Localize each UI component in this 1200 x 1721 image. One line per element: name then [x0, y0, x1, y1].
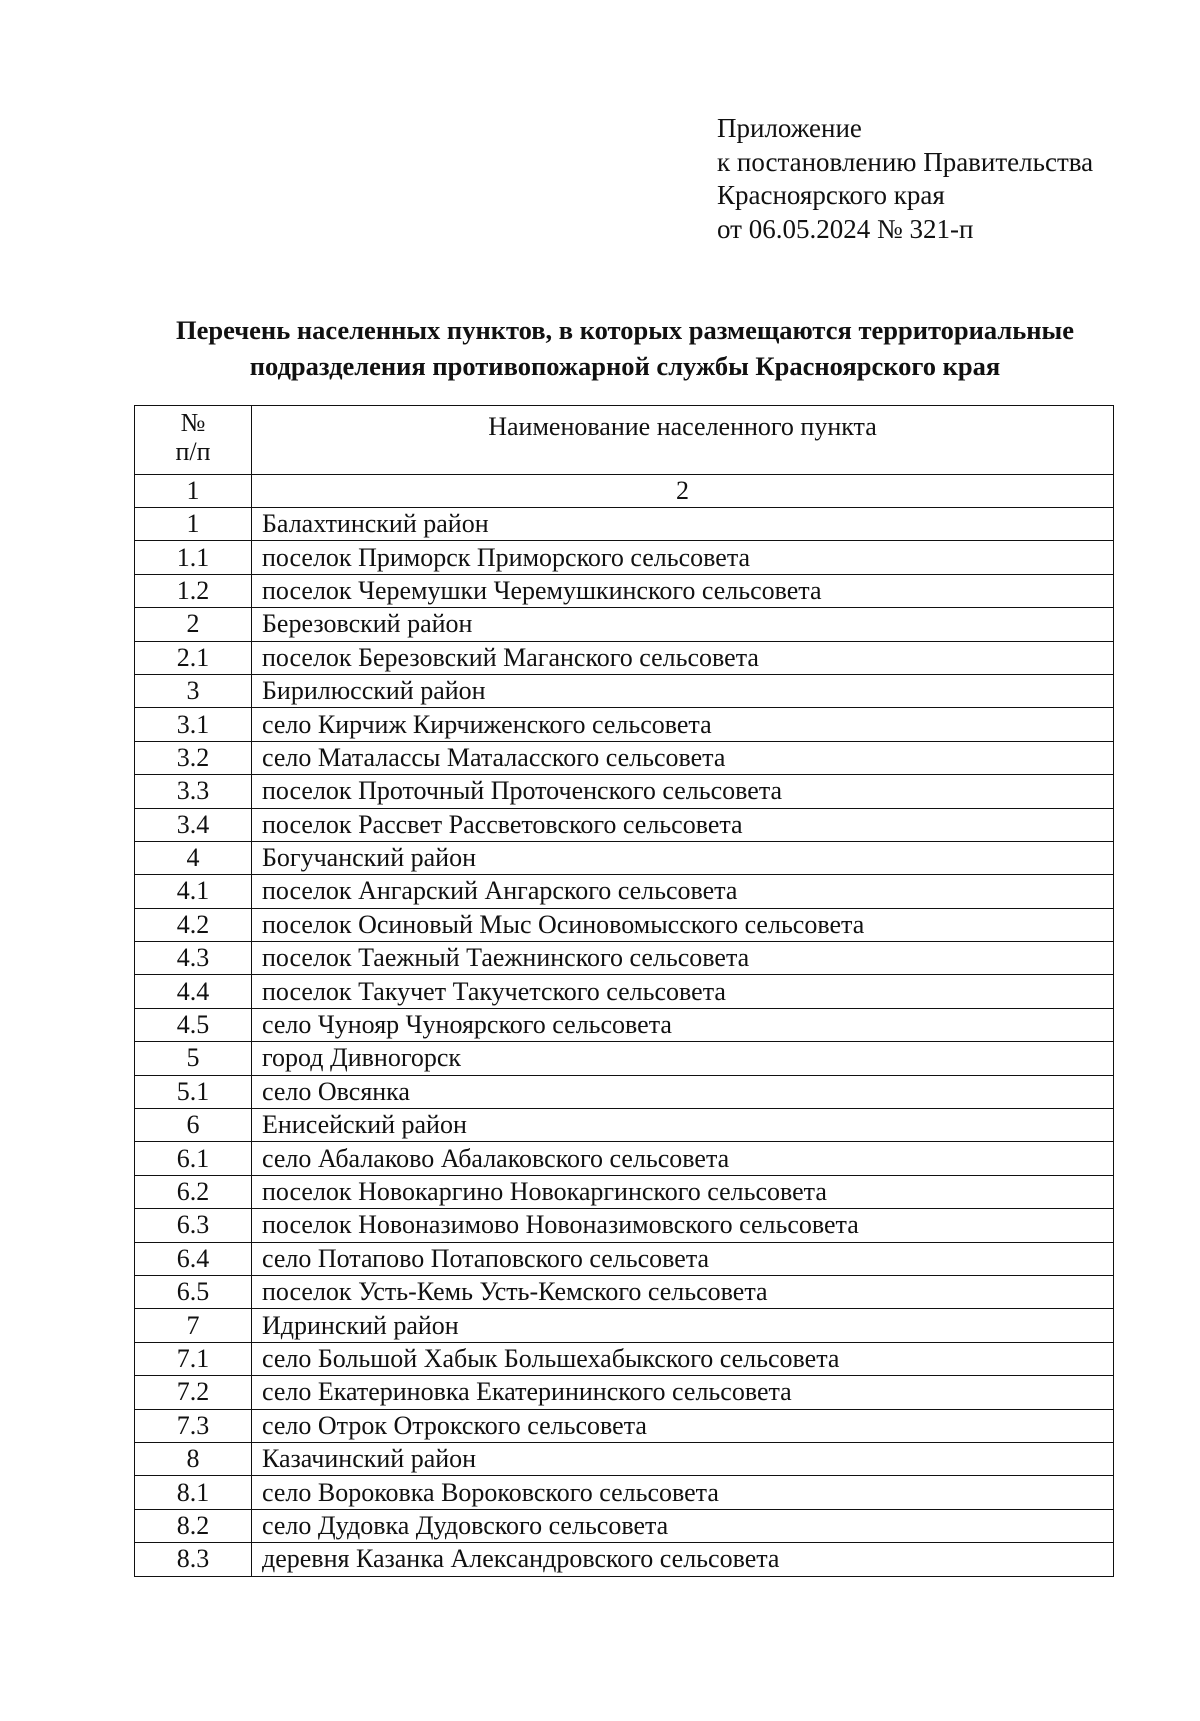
row-settlement-name: поселок Усть-Кемь Усть-Кемского сельсовета [252, 1275, 1114, 1308]
row-number: 6.4 [135, 1242, 252, 1275]
table-row [135, 708, 1114, 741]
row-settlement-name: село Екатериновка Екатерининского сельсовета [252, 1376, 1114, 1409]
row-number: 8.2 [135, 1509, 252, 1542]
row-settlement-name: село Отрок Отрокского сельсовета [252, 1409, 1114, 1442]
row-number: 1.1 [135, 541, 252, 574]
row-number: 4.5 [135, 1008, 252, 1041]
row-settlement-name: Бирилюсский район [252, 674, 1114, 707]
table-row [135, 1142, 1114, 1175]
row-number: 8 [135, 1442, 252, 1475]
row-settlement-name: город Дивногорск [252, 1042, 1114, 1075]
table-row [135, 1242, 1114, 1275]
row-settlement-name: поселок Новоназимово Новоназимовского сельсовета [252, 1209, 1114, 1242]
row-number: 6.5 [135, 1275, 252, 1308]
row-number: 4.4 [135, 975, 252, 1008]
row-number: 8.3 [135, 1543, 252, 1576]
row-settlement-name: поселок Ангарский Ангарского сельсовета [252, 875, 1114, 908]
title-line: Перечень населенных пунктов, в которых размещаются территориальные [176, 315, 1074, 345]
appendix-block [717, 112, 1093, 246]
row-number: 3.4 [135, 808, 252, 841]
row-number: 2.1 [135, 641, 252, 674]
row-settlement-name: село Абалаково Абалаковского сельсовета [252, 1142, 1114, 1175]
table-row [135, 1209, 1114, 1242]
table-body [135, 508, 1114, 1577]
row-settlement-name: поселок Осиновый Мыс Осиновомысского сельсовета [252, 908, 1114, 941]
header-number-symbol: № [180, 408, 206, 437]
table-row [135, 541, 1114, 574]
table-row [135, 1075, 1114, 1108]
table-row [135, 1309, 1114, 1342]
row-number: 4.2 [135, 908, 252, 941]
settlements-table [134, 405, 1114, 1577]
row-settlement-name: село Потапово Потаповского сельсовета [252, 1242, 1114, 1275]
row-number: 8.1 [135, 1476, 252, 1509]
row-number: 6 [135, 1109, 252, 1142]
table-row [135, 841, 1114, 874]
table-row [135, 1042, 1114, 1075]
table-row [135, 1342, 1114, 1375]
row-number: 7.1 [135, 1342, 252, 1375]
table-row [135, 1376, 1114, 1409]
row-number: 3.2 [135, 741, 252, 774]
row-settlement-name: село Большой Хабык Большехабыкского сельсовета [252, 1342, 1114, 1375]
column-index-row [135, 475, 1114, 508]
row-number: 6.1 [135, 1142, 252, 1175]
table-row [135, 1509, 1114, 1542]
table-row [135, 1275, 1114, 1308]
appendix-line: Приложение [717, 113, 862, 143]
document-title [130, 312, 1120, 384]
row-settlement-name: Березовский район [252, 608, 1114, 641]
column-index-1: 1 [135, 475, 252, 508]
table-header-row [135, 406, 1114, 475]
table-row [135, 875, 1114, 908]
row-number: 1.2 [135, 574, 252, 607]
table-row [135, 1008, 1114, 1041]
table-row [135, 574, 1114, 607]
table-row [135, 1476, 1114, 1509]
table-row [135, 1442, 1114, 1475]
row-number: 3.1 [135, 708, 252, 741]
header-number-abbr: п/п [175, 437, 211, 466]
row-settlement-name: поселок Новокаргино Новокаргинского сельсовета [252, 1175, 1114, 1208]
row-number: 7.3 [135, 1409, 252, 1442]
settlements-table-container [134, 405, 1114, 1577]
row-settlement-name: поселок Приморск Приморского сельсовета [252, 541, 1114, 574]
table-row [135, 942, 1114, 975]
row-number: 5 [135, 1042, 252, 1075]
row-number: 6.3 [135, 1209, 252, 1242]
row-settlement-name: Балахтинский район [252, 508, 1114, 541]
row-settlement-name: поселок Березовский Маганского сельсовета [252, 641, 1114, 674]
row-number: 1 [135, 508, 252, 541]
table-row [135, 975, 1114, 1008]
row-settlement-name: село Кирчиж Кирчиженского сельсовета [252, 708, 1114, 741]
appendix-line: Красноярского края [717, 180, 945, 210]
appendix-date-line: от 06.05.2024 № 321-п [717, 213, 974, 244]
row-number: 3 [135, 674, 252, 707]
row-settlement-name: поселок Проточный Проточенского сельсовета [252, 775, 1114, 808]
header-number [135, 406, 252, 475]
row-settlement-name: село Овсянка [252, 1075, 1114, 1108]
row-number: 4 [135, 841, 252, 874]
table-row [135, 1409, 1114, 1442]
table-row [135, 808, 1114, 841]
row-number: 4.3 [135, 942, 252, 975]
row-settlement-name: село Дудовка Дудовского сельсовета [252, 1509, 1114, 1542]
table-row [135, 1109, 1114, 1142]
title-line: подразделения противопожарной службы Красноярского края [249, 351, 1001, 381]
table-row [135, 508, 1114, 541]
table-row [135, 908, 1114, 941]
row-settlement-name: деревня Казанка Александровского сельсовета [252, 1543, 1114, 1576]
row-number: 5.1 [135, 1075, 252, 1108]
row-settlement-name: поселок Рассвет Рассветовского сельсовета [252, 808, 1114, 841]
table-row [135, 641, 1114, 674]
header-settlement-name: Наименование населенного пункта [252, 406, 1114, 475]
table-row [135, 1175, 1114, 1208]
row-settlement-name: поселок Такучет Такучетского сельсовета [252, 975, 1114, 1008]
row-settlement-name: поселок Таежный Таежнинского сельсовета [252, 942, 1114, 975]
row-settlement-name: село Вороковка Вороковского сельсовета [252, 1476, 1114, 1509]
row-number: 4.1 [135, 875, 252, 908]
row-settlement-name: село Чунояр Чуноярского сельсовета [252, 1008, 1114, 1041]
table-row [135, 608, 1114, 641]
table-row [135, 674, 1114, 707]
appendix-line: к постановлению Правительства [717, 146, 1094, 177]
row-number: 7.2 [135, 1376, 252, 1409]
row-number: 7 [135, 1309, 252, 1342]
row-settlement-name: село Маталассы Маталасского сельсовета [252, 741, 1114, 774]
row-number: 6.2 [135, 1175, 252, 1208]
table-row [135, 775, 1114, 808]
row-settlement-name: поселок Черемушки Черемушкинского сельсовета [252, 574, 1114, 607]
row-settlement-name: Идринский район [252, 1309, 1114, 1342]
row-settlement-name: Казачинский район [252, 1442, 1114, 1475]
row-settlement-name: Енисейский район [252, 1109, 1114, 1142]
row-number: 3.3 [135, 775, 252, 808]
row-number: 2 [135, 608, 252, 641]
table-row [135, 1543, 1114, 1576]
column-index-2: 2 [252, 475, 1114, 508]
table-row [135, 741, 1114, 774]
row-settlement-name: Богучанский район [252, 841, 1114, 874]
